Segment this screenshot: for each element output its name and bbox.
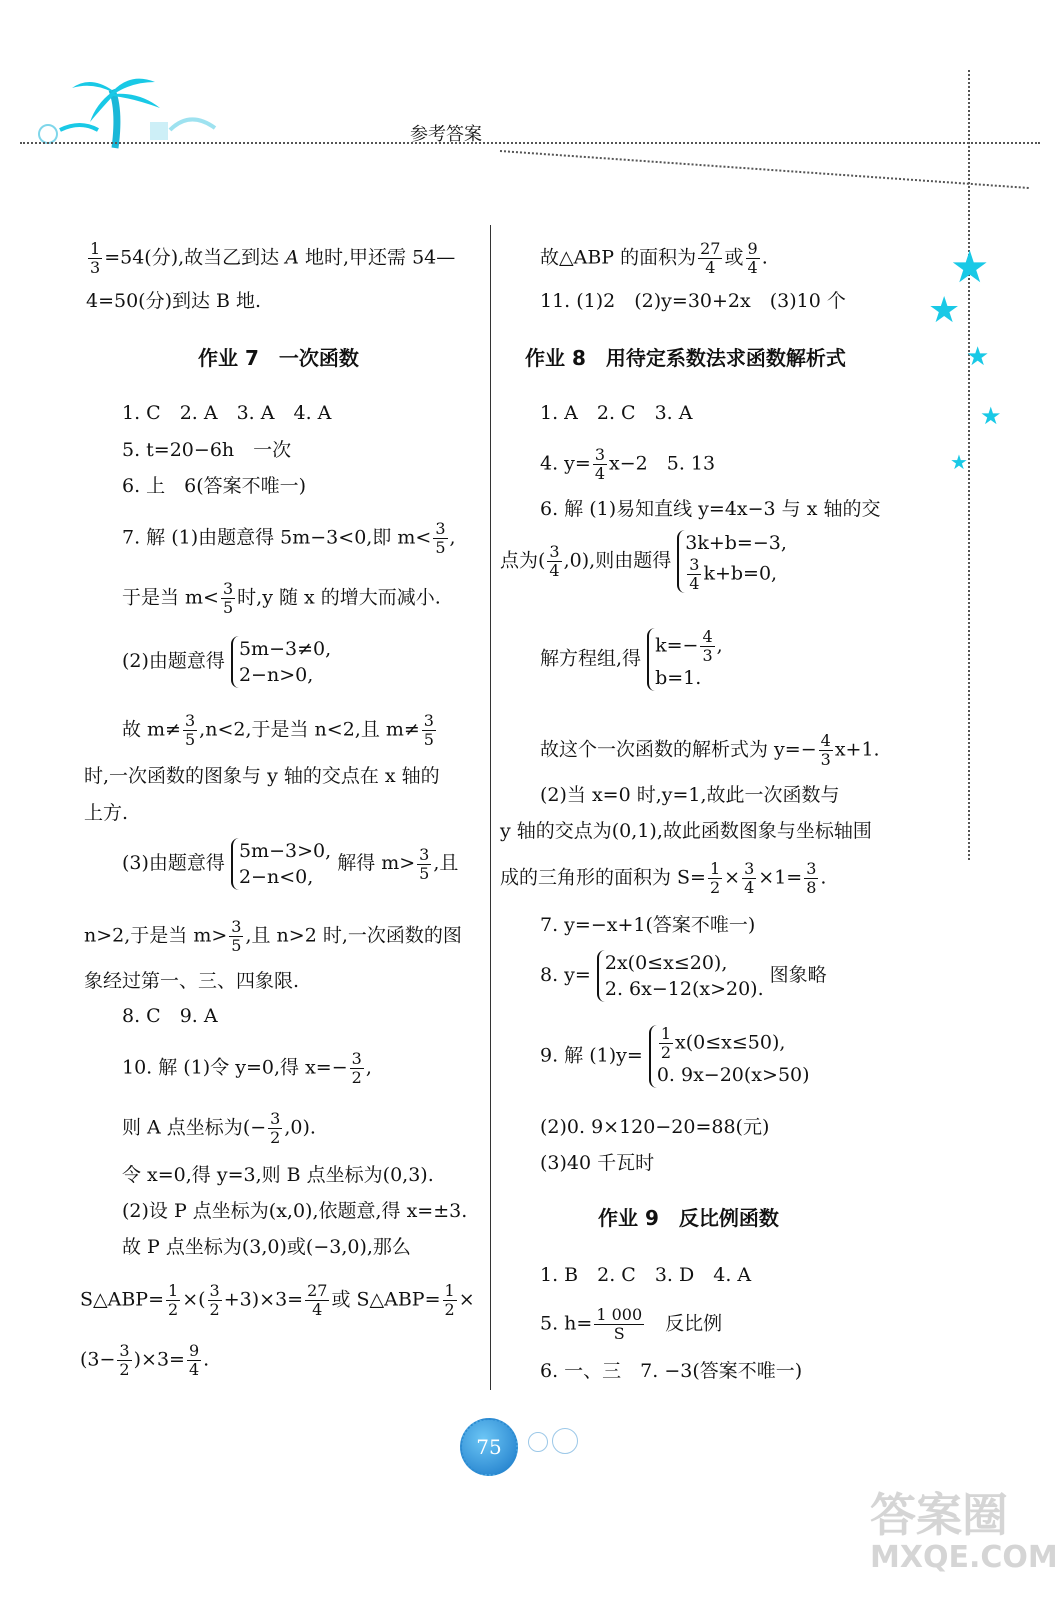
star-icon: ★ xyxy=(980,402,1002,430)
answer-line: n>2,于是当 m> $\frac{3}{5}$ ,且 n>2 时,一次函数的图 xyxy=(84,917,462,955)
answer-line: 1. A 2. C 3. A xyxy=(540,402,693,424)
fraction: $\frac{1 000}{S}$ xyxy=(596,1305,643,1343)
answer-line: (2)设 P 点坐标为(x,0),依题意,得 x=±3. xyxy=(122,1200,468,1222)
fraction: $\frac{1}{2}$ xyxy=(660,1024,672,1062)
answer-line: 于是当 m< $\frac{3}{5}$ 时,y 随 x 的增大而减小. xyxy=(122,579,441,617)
answer-line: 4. y= $\frac{3}{4}$ x−2 5. 13 xyxy=(540,445,716,483)
fraction: $\frac{3}{5}$ xyxy=(184,711,196,749)
section-title-8: 作业 8 用待定系数法求函数解析式 xyxy=(525,346,846,370)
answer-line: 5. t=20−6h 一次 xyxy=(122,439,292,461)
section-title-9: 作业 9 反比例函数 xyxy=(598,1206,779,1230)
answer-line: 9. 解 (1)y= $\frac{1}{2}$ x(0≤x≤50), 0. 9x−20(x>50) xyxy=(540,1024,810,1086)
fraction: $\frac{9}{4}$ xyxy=(188,1341,200,1379)
equation-system: 2x(0≤x≤20), 2. 6x−12(x>20). xyxy=(597,950,764,1002)
answer-line: (3− $\frac{3}{2}$ )×3= $\frac{9}{4}$ . xyxy=(80,1341,210,1379)
answer-line: 令 x=0,得 y=3,则 B 点坐标为(0,3). xyxy=(122,1164,434,1186)
answer-line: 5. h= $\frac{1 000}{S}$ 反比例 xyxy=(540,1305,723,1343)
answer-line: 点为( $\frac{3}{4}$ ,0),则由题得 3k+b=−3, $\frac{3}{4}$ k+b=0, xyxy=(500,532,787,593)
fraction: $\frac{3}{4}$ xyxy=(594,445,606,483)
fraction: $\frac{1}{2}$ xyxy=(168,1281,179,1319)
fraction: $\frac{3}{4}$ xyxy=(549,542,560,580)
answer-line: 1. C 2. A 3. A 4. A xyxy=(122,402,332,424)
answer-line: 8. y= 2x(0≤x≤20), 2. 6x−12(x>20). 图象略 xyxy=(540,952,827,1000)
answer-line: 成的三角形的面积为 S= $\frac{1}{2}$ × $\frac{3}{4}$ ×1= $\frac{3}{8}$ . xyxy=(500,859,827,897)
answer-line: 故这个一次函数的解析式为 y=− $\frac{4}{3}$ x+1. xyxy=(540,731,880,769)
fraction: $\frac{1}{3}$ xyxy=(90,239,101,277)
page-number: 75 xyxy=(460,1418,518,1476)
fraction: $\frac{9}{4}$ xyxy=(747,239,758,277)
answer-line: (2)当 x=0 时,y=1,故此一次函数与 xyxy=(540,784,840,806)
section-title-7: 作业 7 一次函数 xyxy=(198,346,359,370)
palm-tree-logo-icon xyxy=(20,70,230,150)
fraction: $\frac{3}{8}$ xyxy=(806,859,817,897)
answer-line: 故 m≠ $\frac{3}{5}$ ,n<2,于是当 n<2,且 m≠ $\frac{3}{5}$ xyxy=(122,711,434,749)
fraction: $\frac{4}{3}$ xyxy=(702,627,713,665)
star-icon: ★ xyxy=(928,290,961,331)
bubble-icon xyxy=(528,1432,548,1452)
answer-line: 6. 一、三 7. −3(答案不唯一) xyxy=(540,1360,803,1382)
answer-line: (2)0. 9×120−20=88(元) xyxy=(540,1116,770,1138)
fraction: $\frac{3}{5}$ xyxy=(231,917,242,955)
fraction: $\frac{27}{4}$ xyxy=(700,239,721,277)
fraction: $\frac{3}{5}$ xyxy=(423,711,434,749)
fraction: $\frac{3}{5}$ xyxy=(222,579,234,617)
answer-line: (2)由题意得 5m−3≠0, 2−n>0, xyxy=(122,638,332,686)
answer-line: 7. 解 (1)由题意得 5m−3<0,即 m< $\frac{3}{5}$ , xyxy=(122,519,456,557)
answer-line: 象经过第一、三、四象限. xyxy=(84,970,300,992)
fraction: $\frac{3}{2}$ xyxy=(209,1281,220,1319)
fraction: $\frac{3}{5}$ xyxy=(435,519,446,557)
answer-line: 时,一次函数的图象与 y 轴的交点在 x 轴的 xyxy=(84,765,440,787)
fraction: $\frac{3}{4}$ xyxy=(689,555,700,593)
answer-line: 1. B 2. C 3. D 4. A xyxy=(540,1264,752,1286)
fraction: $\frac{1}{2}$ xyxy=(444,1281,455,1319)
answer-line: 故 P 点坐标为(3,0)或(−3,0),那么 xyxy=(122,1236,411,1258)
answer-line: 8. C 9. A xyxy=(122,1005,218,1027)
answer-line: 上方. xyxy=(84,802,129,824)
bubble-icon xyxy=(552,1428,578,1454)
answer-line: 6. 解 (1)易知直线 y=4x−3 与 x 轴的交 xyxy=(540,498,881,520)
fraction: $\frac{3}{2}$ xyxy=(351,1049,362,1087)
header-title: 参考答案 xyxy=(410,124,482,145)
equation-system: k=− $\frac{4}{3}$ , b=1. xyxy=(647,628,723,691)
answer-line: 则 A 点坐标为(− $\frac{3}{2}$ ,0). xyxy=(122,1109,316,1147)
fraction: $\frac{3}{4}$ xyxy=(744,859,755,897)
answer-line: 7. y=−x+1(答案不唯一) xyxy=(540,914,756,936)
equation-system: $\frac{1}{2}$ x(0≤x≤50), 0. 9x−20(x>50) xyxy=(649,1025,810,1088)
header-rule-slant xyxy=(500,150,1029,189)
fraction: $\frac{3}{2}$ xyxy=(119,1341,130,1379)
column-divider xyxy=(490,225,491,1390)
header-rule xyxy=(20,142,1040,144)
equation-system: 5m−3≠0, 2−n>0, xyxy=(231,636,331,688)
star-icon: ★ xyxy=(966,342,990,372)
fraction: $\frac{4}{3}$ xyxy=(820,731,831,769)
star-icon: ★ xyxy=(950,450,968,474)
margin-dotted-line xyxy=(968,70,970,860)
fraction: $\frac{1}{2}$ xyxy=(709,859,721,897)
fraction: $\frac{3}{2}$ xyxy=(270,1109,281,1147)
answer-line: 6. 上 6(答案不唯一) xyxy=(122,475,307,497)
answer-line: (3)40 千瓦时 xyxy=(540,1152,655,1174)
equation-system: 3k+b=−3, $\frac{3}{4}$ k+b=0, xyxy=(677,530,787,593)
fraction: $\frac{3}{5}$ xyxy=(419,844,430,883)
answer-line: (3)由题意得 5m−3>0, 2−n<0, 解得 m> $\frac{3}{5}$ ,且 xyxy=(122,840,459,888)
fraction: $\frac{27}{4}$ xyxy=(307,1281,328,1319)
text-line: $\frac{1}{3}$ =54(分),故当乙到达 A 地时,甲还需 54— xyxy=(90,239,456,277)
answer-line: y 轴的交点为(0,1),故此函数图象与坐标轴围 xyxy=(500,820,872,842)
answer-line: 11. (1)2 (2)y=30+2x (3)10 个 xyxy=(540,290,846,312)
answer-line: 解方程组,得 k=− $\frac{4}{3}$ , b=1. xyxy=(540,627,723,689)
answer-line: S△ABP= $\frac{1}{2}$ ×( $\frac{3}{2}$ +3)×3= $\frac{27}{4}$ 或 S△ABP= $\frac{1}{2}$ × xyxy=(80,1281,475,1319)
answer-line: 故△ABP 的面积为 $\frac{27}{4}$ 或 $\frac{9}{4}$ . xyxy=(540,239,768,277)
text-line: 4=50(分)到达 B 地. xyxy=(86,290,262,312)
answer-line: 10. 解 (1)令 y=0,得 x=− $\frac{3}{2}$ , xyxy=(122,1049,372,1087)
watermark: 答案圈 MXQE.COM xyxy=(870,1488,1058,1575)
star-icon: ★ xyxy=(950,242,990,293)
equation-system: 5m−3>0, 2−n<0, xyxy=(231,838,331,890)
